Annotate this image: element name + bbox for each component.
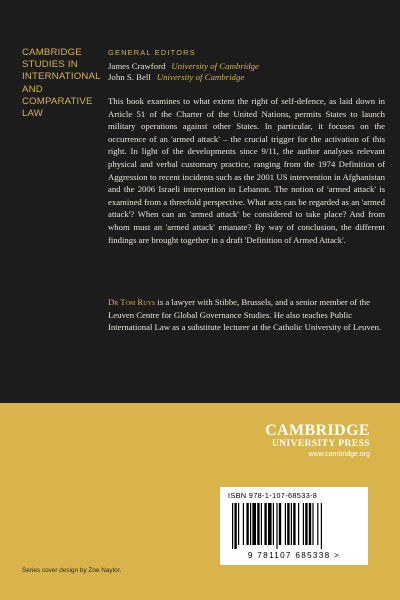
editor-name: James Crawford	[108, 61, 166, 71]
series-line: STUDIES IN	[22, 59, 78, 71]
book-description: This book examines to what extent the right of self-defence, as laid down in Article 51 of the Charter of the United Nations, permits States to launch military operations against other States. In particular, it focuses on the occurrence of an 'armed attack' – the crucial trigger for the activation of this right. In light of the developments since 9/11, the author analyses relevant physical and verbal customary practice, ranging from the 1974 Definition of Aggression to recent incidents such as the 2001 US intervention in Afghanistan and the 2006 Israeli intervention in Lebanon. The notion of 'armed attack' is examined from a threefold perspective. What acts can be regarded as an 'armed attack'? When can an 'armed attack' be considered to take place? And from whom must an 'armed attack' emanate? By way of conclusion, the different findings are brought together in a draft 'Definition of Armed Attack'.	[108, 96, 385, 245]
editor-affiliation: University of Cambridge	[156, 72, 245, 83]
editors-heading: GENERAL EDITORS	[108, 48, 196, 57]
series-line: AND	[22, 83, 43, 95]
editor-affiliation: University of Cambridge	[171, 61, 259, 71]
editor-entry	[108, 61, 388, 72]
publisher-name: CAMBRIDGE	[265, 422, 370, 439]
publisher-subtitle: UNIVERSITY PRESS	[271, 439, 370, 449]
editor-name: John S. Bell	[108, 72, 151, 83]
publisher-url: www.cambridge.org	[308, 451, 370, 458]
author-name: Dr Tom Ruys	[108, 297, 156, 307]
cover-design-credit: Series cover design by Zoe Naylor.	[22, 567, 122, 574]
barcode-box	[220, 487, 368, 565]
series-line: LAW	[22, 108, 44, 120]
series-title	[22, 47, 104, 120]
editor-entry	[108, 72, 388, 83]
barcode-icon	[232, 503, 356, 549]
general-editors	[108, 48, 388, 84]
publisher-logo	[265, 422, 370, 459]
series-line: INTERNATIONAL	[22, 71, 101, 83]
barcode-digits: 9 781107 685338 >	[247, 551, 341, 560]
author-bio	[108, 296, 385, 334]
series-line: COMPARATIVE	[22, 95, 93, 107]
author-bio-text: is a lawyer with Stibbe, Brussels, and a senior member of the Leuven Centre for Global Governance Studies. He also teaches Public International Law as a substitute lecturer at the Catholic University of Leuven.	[108, 297, 382, 333]
series-line: CAMBRIDGE	[22, 47, 82, 58]
isbn-label: ISBN 978-1-107-68533-8	[228, 491, 318, 500]
